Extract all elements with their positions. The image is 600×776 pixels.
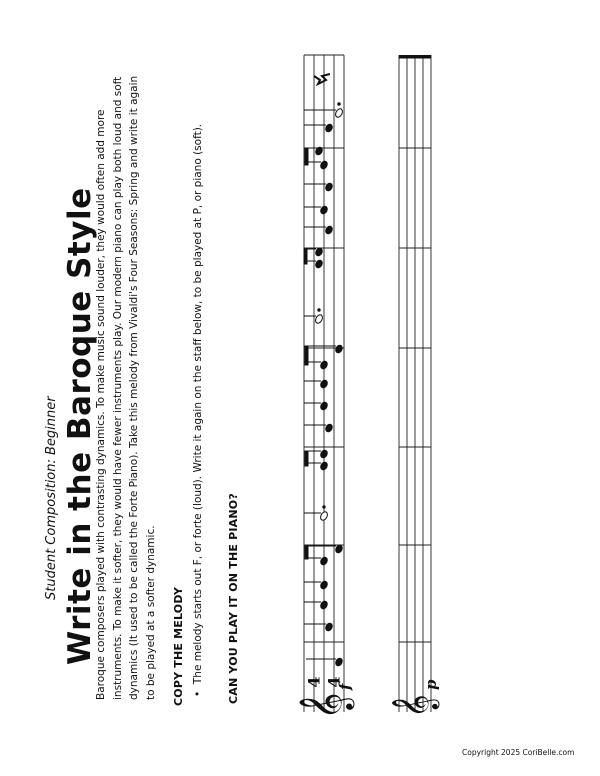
beam [305,546,308,559]
subtitle: Student Composition: Beginner [44,396,59,600]
treble-clef-icon [298,692,354,719]
bullet-text: The melody starts out F, or forte (loud). Write it again on the staff below, to be played at P, or piano (soft). [192,123,204,685]
beam [305,148,308,165]
svg-text:𝄞: 𝄞 [298,692,352,720]
copyright: Copyright 2025 CoriBelle.com [462,748,575,757]
beam [305,346,308,365]
quarter-rest-icon [314,74,330,84]
page-title: Write in the Baroque Style [62,187,98,665]
dynamic-piano: p [422,679,440,690]
note [334,108,344,119]
final-barline [399,55,431,59]
note [319,511,329,522]
dot [338,103,340,105]
dynamic-forte: f [336,683,354,690]
section-heading-copy: COPY THE MELODY [172,586,185,706]
intro-line: dynamics (It used to be called the Forte Piano). Take this melody from Vivaldi's Four Seasons: Spring and write it again [128,75,140,700]
intro-line: instruments. To make it softer, they would have fewer instruments play. Our modern piano can play both loud and soft [111,76,124,700]
beam [305,451,308,466]
treble-clef-icon [392,694,440,718]
time-signature-bottom: 4 [324,676,344,688]
dot [323,506,325,508]
bullet-dot: • [192,684,204,697]
intro-line: Baroque composers played with contrasting dynamics. To make music sound louder, they would often add more [95,109,107,700]
dot [318,309,320,311]
section-heading-play: CAN YOU PLAY IT ON THE PIANO? [227,493,240,704]
note [314,314,324,325]
beam [304,249,307,264]
svg-text:𝄞: 𝄞 [392,694,438,718]
time-signature-top: 4 [304,676,324,688]
intro-line: to be played at a softer dynamic. [144,525,157,700]
